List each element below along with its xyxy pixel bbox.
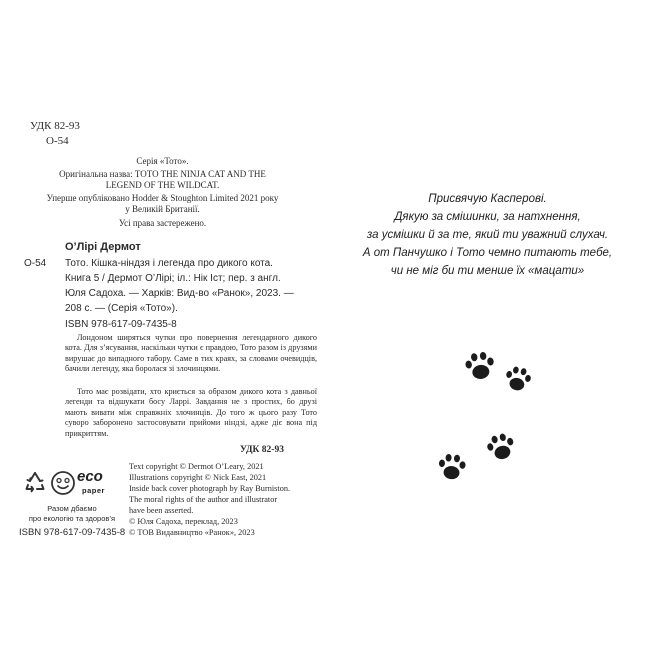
dedication-line: за усмішки й за те, який ти уважний слухач. (366, 229, 609, 241)
annotation-paragraph-2: Тото має розвідати, хто криється за образом дикого кота з давньої легенди та відшукати босу Ларрі. Завдання не з простих, бо друзі мають вивати між справжніх злочинців. До того ж цього разу Тото суворо заборонено застосовувати прийоми ніндзі, адже діє вона під прикриттям. (65, 387, 317, 438)
eco-smiley-icon (50, 470, 76, 496)
eco-logo-text: eco (77, 468, 103, 485)
copyright-line-5: have been asserted. (129, 506, 194, 515)
udk-top: УДК 82-93 (30, 120, 80, 132)
paw-print-icon (503, 365, 533, 393)
copyright-line-4: The moral rights of the author and illustrator (129, 495, 278, 504)
copyright-line-2: Illustrations copyright © Nick East, 2021 (129, 473, 267, 482)
annotation-paragraph-1: Лондоном ширяться чутки про повернення легендарного дикого кота. Для з’ясування, наскільки чутки є правдою, Тото разом із друзями вирушає до випадного табору. Саме в тих краях, за словами очевидців, бачили легенду, яка боролася зі злочинцями. (65, 333, 317, 374)
original-title-line-1: Оригінальна назва: TOTO THE NINJA CAT AND THE (59, 169, 266, 179)
dedication-line: Дякую за смішинки, за натхнення, (394, 211, 581, 223)
bibliographic-line-3: Юля Садоха. — Харків: Вид-во «Ранок», 2023. — (65, 288, 294, 299)
copyright-line-1: Text copyright © Dermot O’Leary, 2021 (129, 462, 264, 471)
dedication-line: чи не міг би ти менше їх «мацати» (390, 265, 585, 277)
paw-print-icon (436, 452, 468, 482)
eco-caption-line-2: про екологію та здоров’я (28, 514, 116, 523)
classification-code-side: О-54 (24, 258, 47, 269)
copyright-line-6: © Юля Садоха, переклад, 2023 (129, 517, 238, 526)
series-line: Серія «Тото». (136, 156, 189, 166)
dedication-line: А от Панчушко і Тото чемно питають тебе, (362, 247, 613, 259)
paper-logo-text: paper (82, 486, 105, 495)
dedication (325, 190, 650, 280)
udk-bottom: УДК 82-93 (240, 445, 284, 455)
right-page (325, 0, 650, 650)
bibliographic-line-4: 208 с. — (Серія «Тото»). (65, 303, 178, 314)
copyright-line-3: Inside back cover photograph by Ray Burniston. (129, 484, 291, 493)
recycle-icon (24, 470, 46, 494)
isbn-bottom: ISBN 978-617-09-7435-8 (19, 527, 126, 538)
eco-caption-line-1: Разом дбаємо (47, 504, 97, 513)
first-published-line-2: у Великій Британії. (125, 204, 200, 214)
first-published-line-1: Уперше опубліковано Hodder & Stoughton Limited 2021 року (46, 193, 279, 203)
copyright-line-7: © ТОВ Видавництво «Ранок», 2023 (129, 528, 255, 537)
paw-print-icon (463, 350, 497, 382)
bibliographic-line-2: Книга 5 / Дермот О’Лірі; іл.: Нік Іст; пер. з англ. (65, 273, 281, 284)
original-title-line-2: LEGEND OF THE WILDCAT. (105, 180, 220, 190)
rights-reserved: Усі права застережено. (118, 218, 207, 228)
bibliographic-line-1: Тото. Кішка-ніндзя і легенда про дикого кота. (65, 258, 273, 269)
paw-print-icon (485, 432, 517, 462)
classification-code-top: О-54 (46, 135, 69, 147)
isbn-main: ISBN 978-617-09-7435-8 (65, 319, 177, 330)
author-heading: О’Лірі Дермот (65, 241, 141, 253)
dedication-line: Присвячую Касперові. (428, 193, 547, 205)
